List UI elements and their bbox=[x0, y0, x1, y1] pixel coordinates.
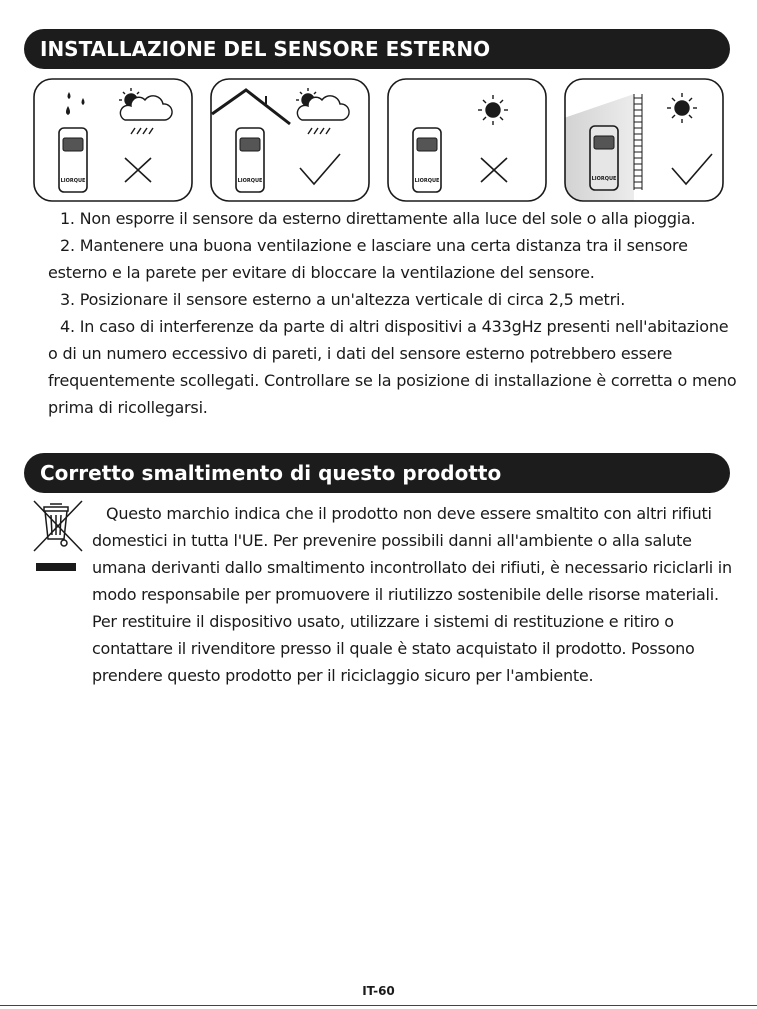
sensor-device-icon bbox=[236, 128, 264, 192]
instruction-3: 3. Posizionare il sensore esterno a un'altezza verticale di circa 2,5 metri. bbox=[60, 290, 626, 309]
disposal-paragraph: Questo marchio indica che il prodotto non deve essere smaltito con altri rifiuti domestici in tutta l'UE. Per prevenire possibili danni all'ambiente o alla salute umana derivanti dallo smaltimento incontrollato dei rifiuti, è necessario riciclarli in modo responsabile per promuovere il riutilizzo sostenibile delle risorse materiali. Per restituire il dispositivo usato, utilizzare i sistemi di restituzione e ritiro o contattare il rivenditore presso il quale è stato acquistato il prodotto. Possono prendere questo prodotto per il riciclaggio sicuro per l'ambiente. bbox=[92, 504, 732, 685]
disposal-section-title: Corretto smaltimento di questo prodotto bbox=[24, 453, 730, 493]
figure-under-roof bbox=[210, 78, 370, 202]
device-label: LIORQUE bbox=[414, 178, 440, 184]
instruction-4: 4. In caso di interferenze da parte di altri dispositivi a 433gHz presenti nell'abitazione o di un numero eccessivo di pareti, i dati del sensore esterno potrebbero essere frequentemente scollegati. Controllare se la posizione di installazione è corretta o meno prima di ricollegarsi. bbox=[48, 317, 737, 417]
page-number: IT-60 bbox=[362, 984, 395, 998]
device-label: LIORQUE bbox=[237, 178, 263, 184]
instruction-1: 1. Non esporre il sensore da esterno direttamente alla luce del sole o alla pioggia. bbox=[60, 209, 696, 228]
sensor-device-icon bbox=[413, 128, 441, 192]
device-label: LIORQUE bbox=[591, 176, 617, 182]
figure-direct-sun bbox=[387, 78, 547, 202]
install-section-title: INSTALLAZIONE DEL SENSORE ESTERNO bbox=[24, 29, 730, 69]
instruction-2: 2. Mantenere una buona ventilazione e lasciare una certa distanza tra il sensore esterno e la parete per evitare di bloccare la ventilazione del sensore. bbox=[48, 236, 688, 282]
figure-shaded-wall bbox=[564, 78, 724, 202]
footer-divider bbox=[0, 1005, 757, 1006]
device-label: LIORQUE bbox=[60, 178, 86, 184]
crossed-out-wheelie-bin-icon bbox=[30, 497, 86, 573]
sensor-device-icon bbox=[59, 128, 87, 192]
sensor-device-icon bbox=[590, 126, 618, 190]
figure-rain-exposed bbox=[33, 78, 193, 202]
